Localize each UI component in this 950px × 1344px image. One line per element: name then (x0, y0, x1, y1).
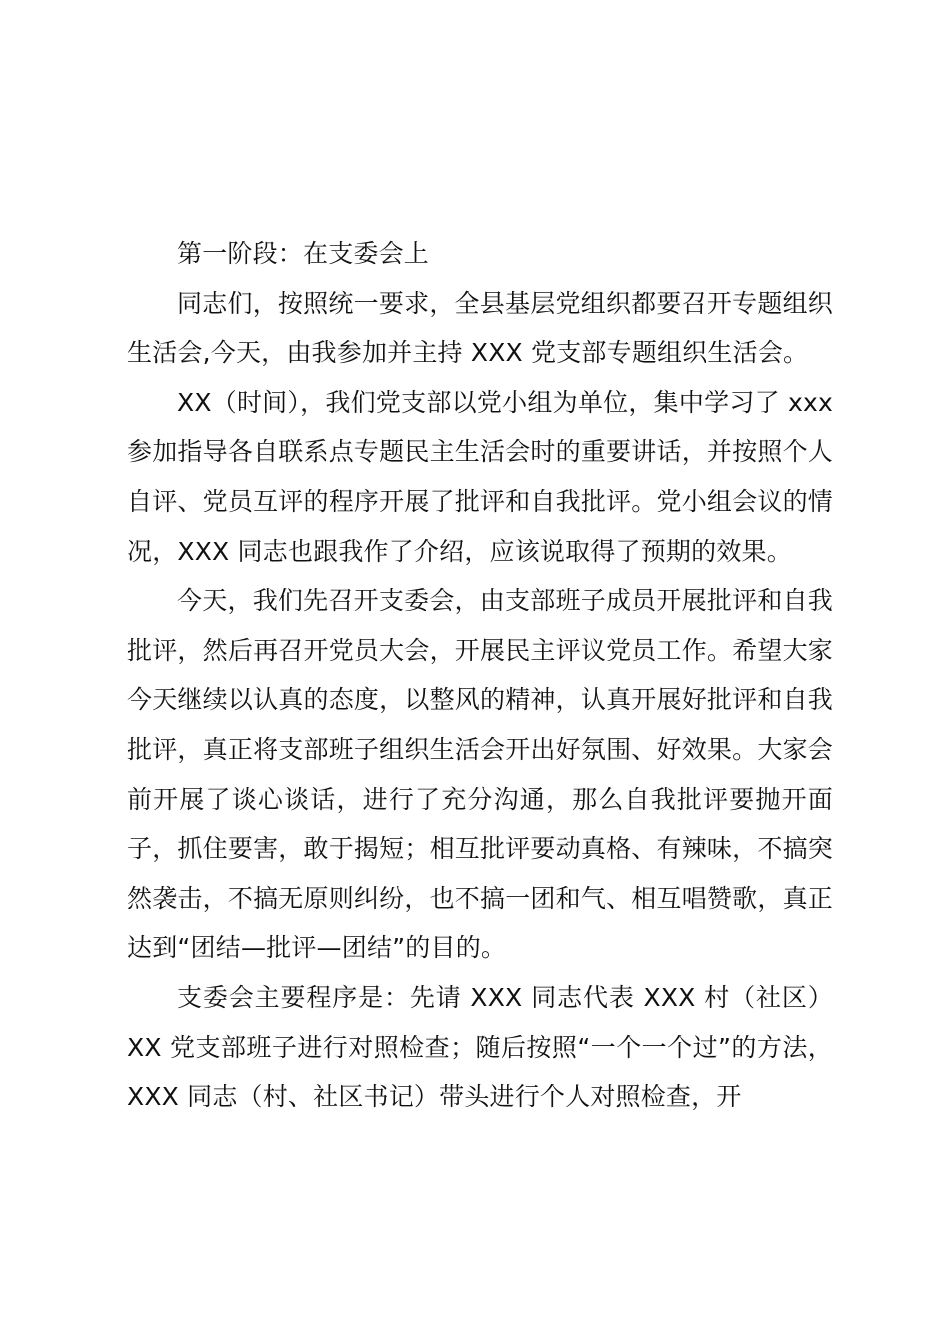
document-body (127, 229, 833, 1122)
paragraph-procedure: 支委会主要程序是：先请 XXX 同志代表 XXX 村（社区）XX 党支部班子进行对照检查；随后按照“一个一个过”的方法，XXX 同志（村、社区书记）带头进行个人对照检查，开 (127, 982, 833, 1112)
paragraph-study-review: XX（时间），我们党支部以党小组为单位，集中学习了 xxx 参加指导各自联系点专题民主生活会时的重要讲话，并按照个人自评、党员互评的程序开展了批评和自我批评。党小组会议的情况，XXX 同志也跟我作了介绍，应该说取得了预期的效果。 (127, 387, 833, 566)
paragraph-meeting-expectations: 今天，我们先召开支委会，由支部班子成员开展批评和自我批评，然后再召开党员大会，开展民主评议党员工作。希望大家今天继续以认真的态度，以整风的精神，认真开展好批评和自我批评，真正将支部班子组织生活会开出好氛围、好效果。大家会前开展了谈心谈话，进行了充分沟通，那么自我批评要抛开面子，抓住要害，敢于揭短；相互批评要动真格、有辣味，不搞突然袭击，不搞无原则纠纷，也不搞一团和气、相互唱赞歌，真正达到“团结—批评—团结”的目的。 (127, 586, 833, 963)
paragraph-greeting: 同志们，按照统一要求，全县基层党组织都要召开专题组织生活会,今天，由我参加并主持 XXX 党支部专题组织生活会。 (127, 288, 833, 368)
section-heading: 第一阶段：在支委会上 (177, 239, 430, 268)
